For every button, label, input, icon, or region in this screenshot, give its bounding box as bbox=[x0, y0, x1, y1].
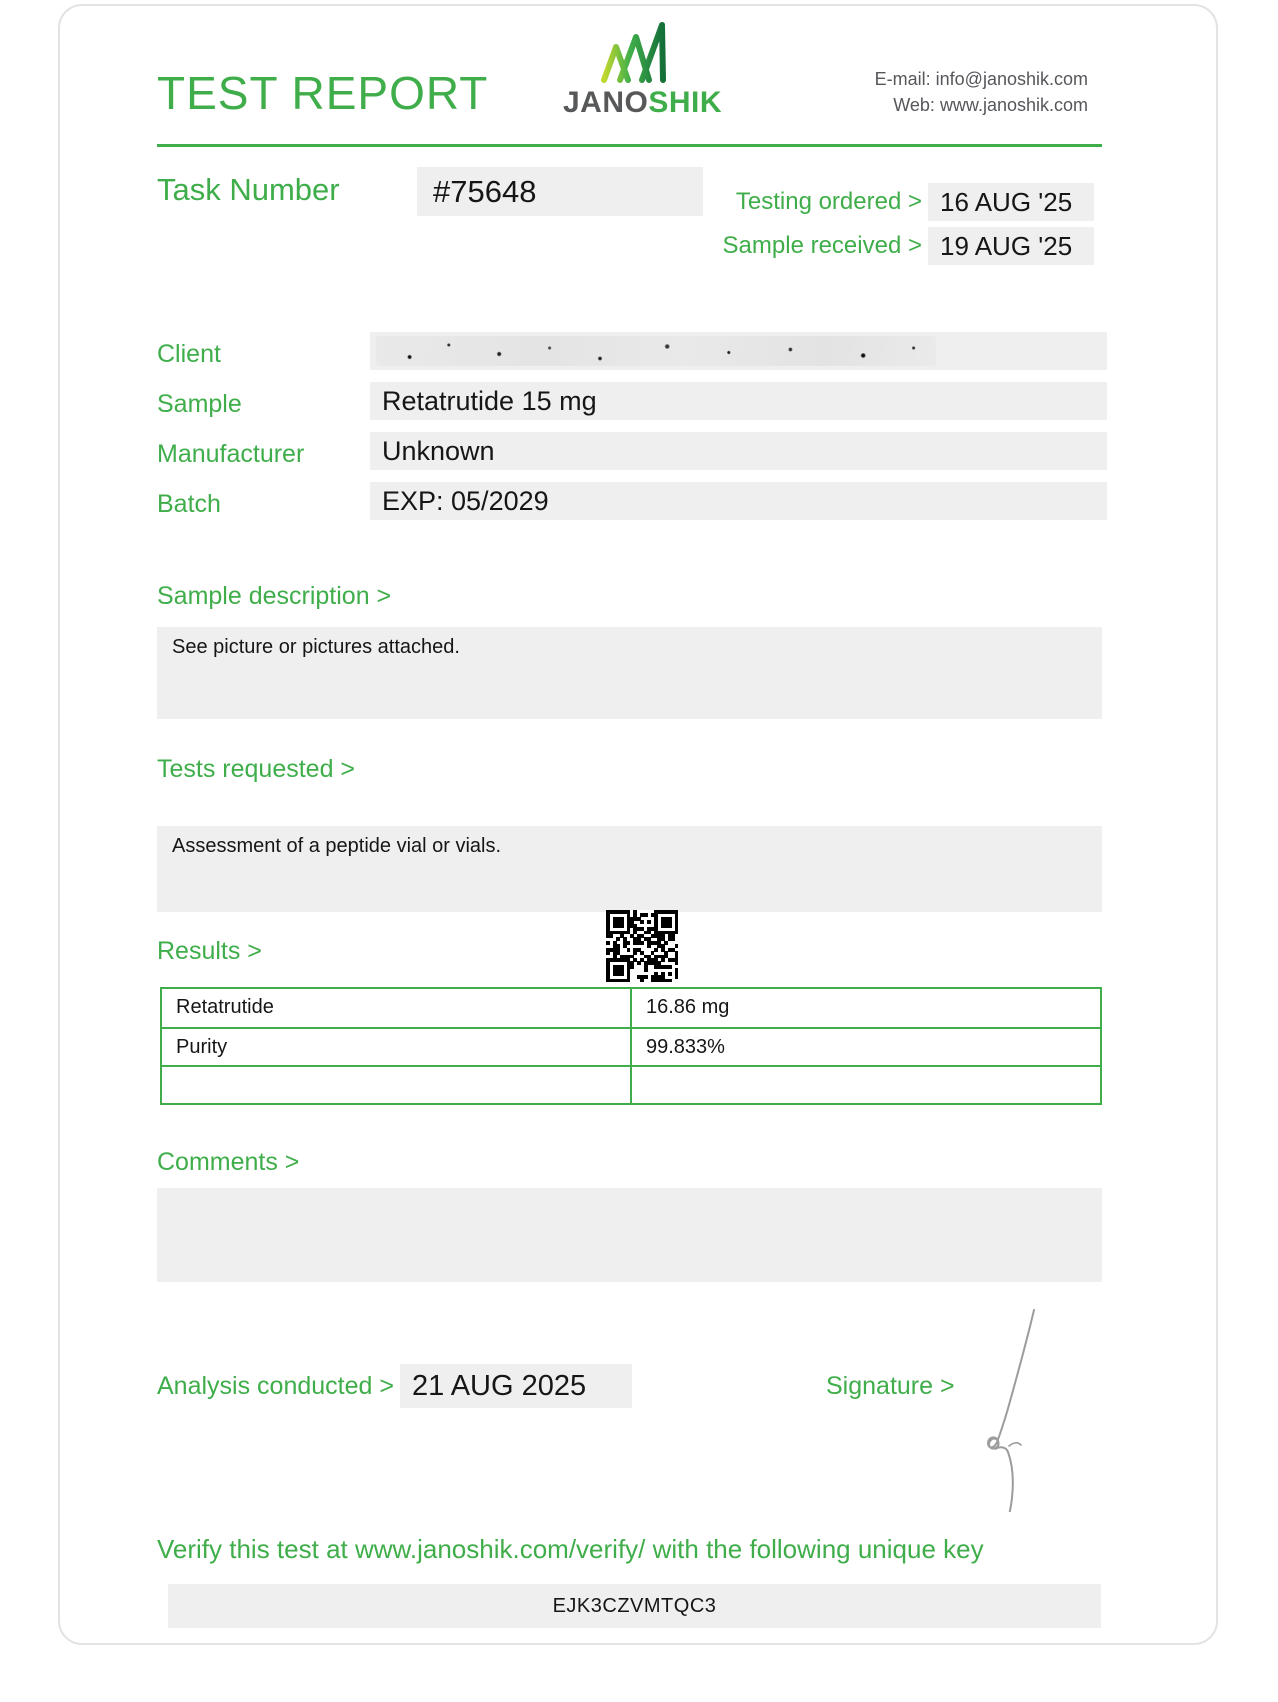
qr-module bbox=[637, 961, 641, 965]
contact-block bbox=[875, 66, 1088, 118]
qr-module bbox=[640, 979, 644, 983]
qr-module bbox=[675, 931, 679, 935]
qr-module bbox=[661, 958, 665, 962]
client-redaction bbox=[376, 336, 936, 366]
qr-module bbox=[640, 941, 644, 945]
task-number-label: Task Number bbox=[157, 172, 340, 207]
qr-module bbox=[664, 941, 668, 945]
sample-description-box: See picture or pictures attached. bbox=[157, 627, 1102, 719]
analysis-conducted-label: Analysis conducted > bbox=[157, 1372, 394, 1400]
qr-module bbox=[671, 937, 675, 941]
logo-wordmark bbox=[563, 86, 723, 120]
results-label: Results > bbox=[157, 937, 262, 965]
result-purity-name: Purity bbox=[162, 1027, 632, 1065]
batch-label: Batch bbox=[157, 490, 221, 518]
sample-label: Sample bbox=[157, 390, 242, 418]
signature-scribble bbox=[976, 1306, 1056, 1512]
qr-module bbox=[630, 965, 634, 969]
qr-module bbox=[606, 941, 610, 945]
comments-label: Comments > bbox=[157, 1148, 300, 1176]
testing-ordered-value: 16 AUG '25 bbox=[928, 183, 1094, 221]
qr-module bbox=[654, 948, 658, 952]
qr-module bbox=[616, 937, 620, 941]
qr-module bbox=[644, 913, 648, 917]
qr-module bbox=[620, 924, 624, 928]
logo-word-dark: JANO bbox=[563, 86, 649, 119]
qr-code bbox=[606, 910, 678, 982]
comments-box bbox=[157, 1188, 1102, 1282]
qr-module bbox=[647, 920, 651, 924]
qr-module bbox=[675, 975, 679, 979]
result-empty-name bbox=[162, 1065, 632, 1103]
tests-requested-label: Tests requested > bbox=[157, 755, 356, 783]
sample-received-value: 19 AUG '25 bbox=[928, 227, 1094, 265]
results-table bbox=[160, 987, 1102, 1105]
result-purity-value: 99.833% bbox=[632, 1027, 1100, 1065]
verify-key: EJK3CZVMTQC3 bbox=[168, 1584, 1101, 1628]
report-card bbox=[58, 4, 1218, 1645]
qr-module bbox=[675, 944, 679, 948]
tests-requested-box: Assessment of a peptide vial or vials. bbox=[157, 826, 1102, 912]
client-value bbox=[370, 332, 1107, 370]
sample-received-label: Sample received > bbox=[722, 232, 922, 259]
testing-ordered-label: Testing ordered > bbox=[735, 188, 922, 215]
qr-module bbox=[606, 951, 610, 955]
qr-module bbox=[644, 975, 648, 979]
contact-web: Web: www.janoshik.com bbox=[893, 95, 1088, 115]
qr-module bbox=[675, 961, 679, 965]
logo-word-green: SHIK bbox=[648, 86, 723, 119]
sample-description-label: Sample description > bbox=[157, 582, 392, 610]
verify-instruction: Verify this test at www.janoshik.com/verify/ with the following unique key bbox=[157, 1534, 984, 1564]
client-label: Client bbox=[157, 340, 221, 368]
task-number-value: #75648 bbox=[417, 167, 703, 216]
manufacturer-label: Manufacturer bbox=[157, 440, 305, 468]
contact-email: E-mail: info@janoshik.com bbox=[874, 69, 1088, 89]
qr-module bbox=[609, 934, 613, 938]
qr-module bbox=[668, 965, 672, 969]
qr-module bbox=[640, 920, 644, 924]
header-divider bbox=[157, 144, 1102, 147]
sample-value: Retatrutide 15 mg bbox=[370, 382, 1107, 420]
qr-module bbox=[627, 979, 631, 983]
analysis-date-value: 21 AUG 2025 bbox=[400, 1364, 632, 1408]
page-title: TEST REPORT bbox=[157, 67, 489, 119]
result-analyte-value: 16.86 mg bbox=[646, 996, 730, 1018]
qr-module bbox=[627, 941, 631, 945]
qr-module bbox=[668, 972, 672, 976]
result-empty-value bbox=[632, 1065, 1100, 1103]
qr-module bbox=[644, 968, 648, 972]
qr-module bbox=[647, 944, 651, 948]
logo-chart-icon bbox=[600, 20, 674, 84]
qr-module bbox=[633, 951, 637, 955]
qr-module bbox=[620, 972, 624, 976]
result-analyte-name: Retatrutide bbox=[162, 989, 632, 1027]
qr-module bbox=[627, 948, 631, 952]
signature-label: Signature > bbox=[826, 1372, 955, 1400]
qr-module bbox=[668, 979, 672, 983]
batch-value: EXP: 05/2029 bbox=[370, 482, 1107, 520]
qr-module bbox=[668, 924, 672, 928]
manufacturer-value: Unknown bbox=[370, 432, 1107, 470]
